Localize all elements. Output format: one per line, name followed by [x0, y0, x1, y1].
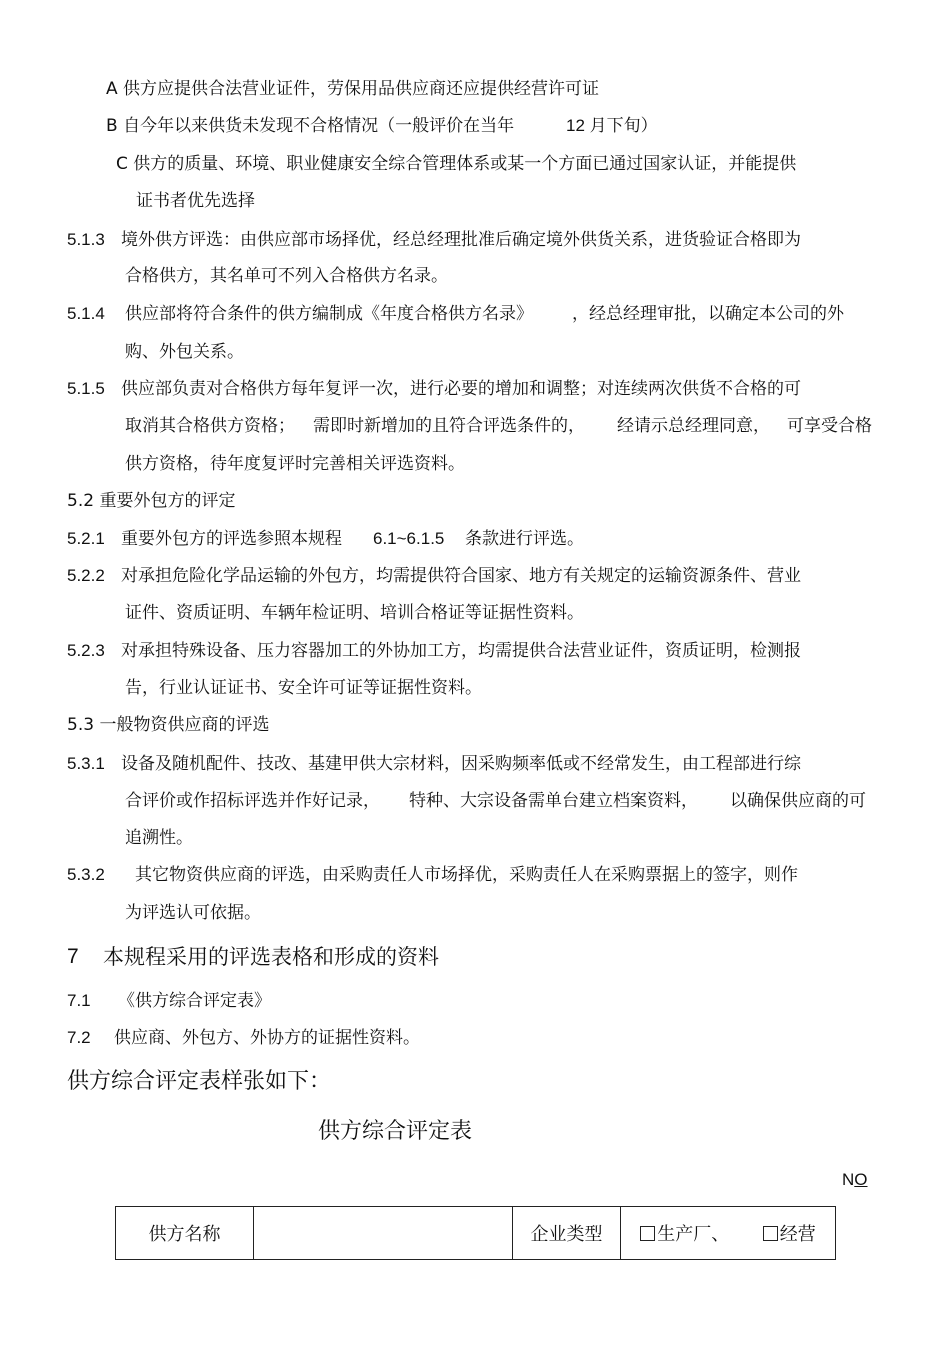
- clause-5-2-1-text: 重要外包方的评选参照本规程: [121, 529, 342, 549]
- clause-5-1-5-line3: 供方资格，待年度复评时完善相关评选资料。: [125, 454, 465, 474]
- clause-5-3-1-line1: 设备及随机配件、技改、基建甲供大宗材料，因采购频率低或不经常发生，由工程部进行综: [121, 754, 801, 774]
- clause-5-3-1-line2b: 特种、大宗设备需单台建立档案资料，: [409, 791, 698, 811]
- clause-number: 7.2: [67, 1028, 91, 1047]
- item-b: B 自今年以来供货未发现不合格情况（一般评价在当年: [106, 116, 515, 136]
- clause-5-2-2-line1: 对承担危险化学品运输的外包方，均需提供符合国家、地方有关规定的运输资源条件、营业: [121, 566, 801, 586]
- checkbox-trader[interactable]: [763, 1224, 816, 1245]
- clause-number: 5.1.5: [67, 379, 105, 398]
- clause-number: 5.3.1: [67, 754, 105, 773]
- clause-5-2-3-line2: 告，行业认证证书、安全许可证等证据性资料。: [125, 678, 482, 698]
- item-a: A 供方应提供合法营业证件，劳保用品供应商还应提供经营许可证: [106, 79, 600, 99]
- clause-5-1-5-line2b: 需即时新增加的且符合评选条件的，: [313, 416, 585, 436]
- section-5-3-heading: 5.3 一般物资供应商的评选: [67, 715, 270, 735]
- clause-5-3-2-line1: 其它物资供应商的评选，由采购责任人市场择优，采购责任人在采购票据上的签字，则作: [135, 865, 798, 885]
- supplier-evaluation-form: [115, 1206, 836, 1260]
- sample-heading: 供方综合评定表样张如下：: [67, 1069, 332, 1094]
- clause-5-1-3-line2: 合格供方，其名单可不列入合格供方名录。: [125, 266, 448, 286]
- clause-number: 5.1.4: [67, 304, 105, 323]
- item-c-line1: C 供方的质量、环境、职业健康安全综合管理体系或某一个方面已通过国家认证，并能提供: [116, 154, 797, 174]
- clause-number: 5.2.1: [67, 529, 105, 548]
- enterprise-type-label: 企业类型: [513, 1207, 621, 1260]
- checkbox-producer[interactable]: [640, 1224, 729, 1245]
- checkbox-trader-label: 经营: [779, 1224, 816, 1245]
- clause-5-1-5-line1: 供应部负责对合格供方每年复评一次，进行必要的增加和调整；对连续两次供货不合格的可: [121, 379, 801, 399]
- clause-5-3-2-line2: 为评选认可依据。: [125, 903, 261, 923]
- section-5-2-heading: 5.2 重要外包方的评定: [67, 491, 236, 511]
- supplier-name-label: 供方名称: [116, 1207, 254, 1260]
- clause-5-1-5-line2d: 可享受合格: [787, 416, 872, 436]
- clause-number: 5.2.2: [67, 566, 105, 585]
- item-b-date: 12 月下旬）: [566, 116, 658, 135]
- section-7-heading: 本规程采用的评选表格和形成的资料: [103, 945, 439, 969]
- clause-5-3-1-line2a: 合评价或作招标评选并作好记录，: [125, 791, 380, 811]
- clause-7-2-text: 供应商、外包方、外协方的证据性资料。: [114, 1028, 420, 1048]
- clause-number: 5.2.3: [67, 641, 105, 660]
- checkbox-producer-label: 生产厂、: [657, 1224, 730, 1245]
- clause-5-1-3-line1: 境外供方评选：由供应部市场择优，经总经理批准后确定境外供货关系，进货验证合格即为: [121, 230, 801, 250]
- clause-number: 7.1: [67, 991, 91, 1010]
- clause-5-2-1-range: 6.1~6.1.5: [373, 529, 445, 548]
- enterprise-type-options: [621, 1207, 836, 1260]
- checkbox-icon[interactable]: [640, 1226, 655, 1241]
- clause-5-2-3-line1: 对承担特殊设备、压力容器加工的外协加工方，均需提供合法营业证件，资质证明，检测报: [121, 641, 801, 661]
- clause-5-1-4-line2: 购、外包关系。: [125, 342, 244, 362]
- clause-5-2-1-tail: 条款进行评选。: [465, 529, 584, 549]
- clause-5-1-4-line1b: ，经总经理审批，以确定本公司的外: [572, 304, 844, 324]
- clause-5-1-5-line2c: 经请示总经理同意，: [617, 416, 770, 436]
- form-number-label: [842, 1170, 868, 1190]
- clause-5-1-4-line1a: 供应部将符合条件的供方编制成《年度合格供方名录》: [125, 304, 533, 324]
- clause-5-3-1-line3: 追溯性。: [125, 828, 193, 848]
- supplier-name-field[interactable]: [254, 1207, 513, 1260]
- table-row: [116, 1207, 836, 1260]
- clause-7-1-text: 《供方综合评定表》: [118, 991, 271, 1011]
- form-number-n: N: [842, 1170, 855, 1189]
- clause-5-2-2-line2: 证件、资质证明、车辆年检证明、培训合格证等证据性资料。: [125, 603, 584, 623]
- section-7-number: 7: [67, 945, 79, 968]
- form-number-o: O: [854, 1170, 868, 1189]
- clause-number: 5.1.3: [67, 230, 105, 249]
- clause-5-3-1-line2c: 以确保供应商的可: [730, 791, 866, 811]
- clause-5-1-5-line2a: 取消其合格供方资格；: [125, 416, 295, 436]
- clause-number: 5.3.2: [67, 865, 105, 884]
- form-title: 供方综合评定表: [318, 1119, 473, 1144]
- checkbox-icon[interactable]: [763, 1226, 778, 1241]
- item-c-line2: 证书者优先选择: [136, 191, 255, 211]
